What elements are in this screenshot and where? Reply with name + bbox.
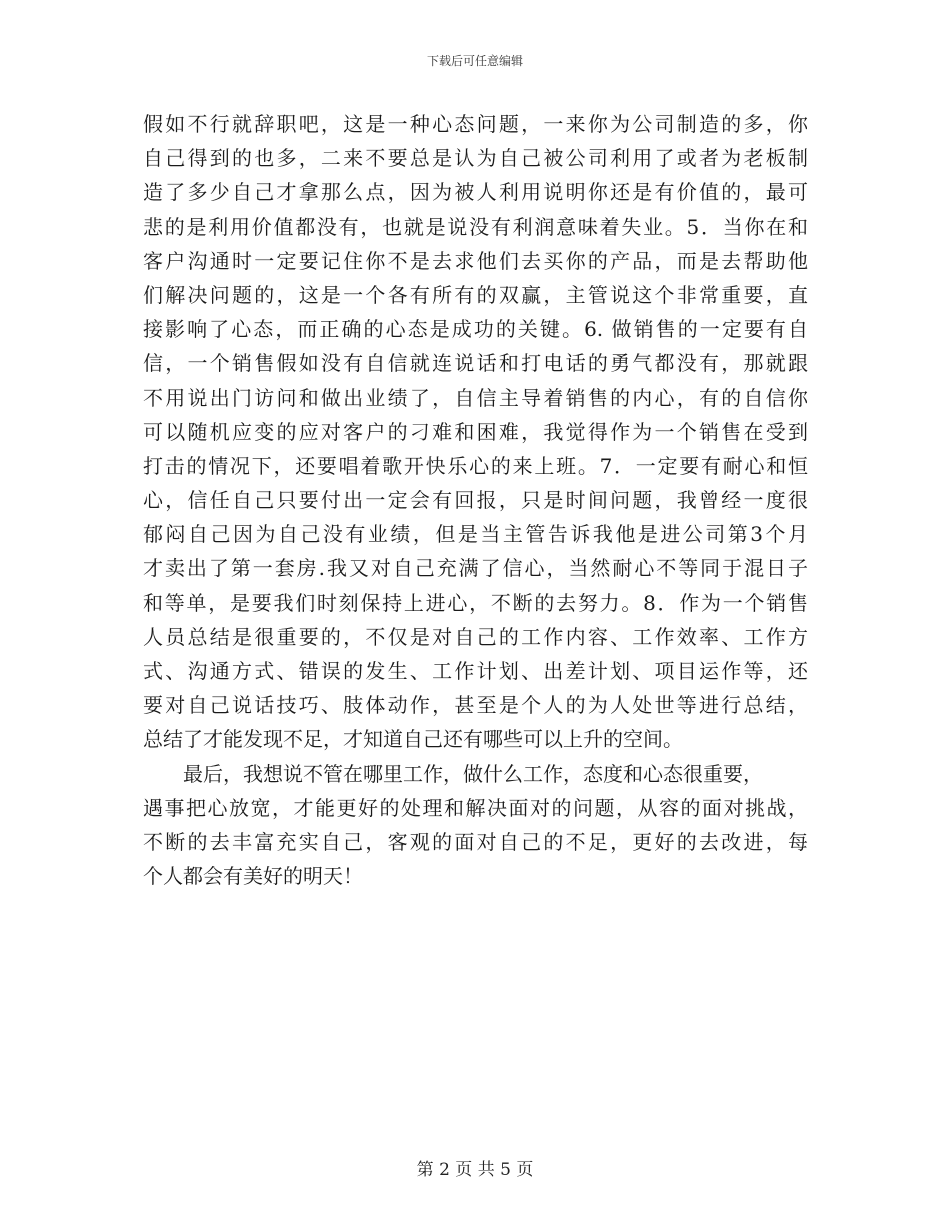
paragraph-line: 要对自己说话技巧、肢体动作，甚至是个人的为人处世等进行总结，: [143, 693, 808, 718]
paragraph-line: 悲的是利用价值都没有，也就是说没有利润意味着失业。5．当你在和: [143, 214, 808, 239]
paragraph-line: 郁闷自己因为自己没有业绩，但是当主管告诉我他是进公司第3个月: [143, 522, 808, 547]
paragraph-line: 不断的去丰富充实自己，客观的面对自己的不足，更好的去改进，每: [143, 829, 808, 854]
paragraph-line: 个人都会有美好的明天！: [143, 864, 363, 889]
paragraph-line: 自己得到的也多，二来不要总是认为自己被公司利用了或者为老板制: [143, 146, 808, 171]
paragraph-line: 总结了才能发现不足，才知道自己还有哪些可以上升的空间。: [143, 727, 683, 752]
paragraph-line: 才卖出了第一套房.我又对自己充满了信心，当然耐心不等同于混日子: [143, 556, 808, 581]
paragraph-line: 遇事把心放宽，才能更好的处理和解决面对的问题，从容的面对挑战，: [143, 795, 808, 820]
paragraph-line: 可以随机应变的应对客户的刁难和困难，我觉得作为一个销售在受到: [143, 419, 808, 444]
document-body: [143, 107, 808, 893]
page-header: 下载后可任意编辑: [426, 54, 523, 68]
paragraph-line: 不用说出门访问和做出业绩了，自信主导着销售的内心，有的自信你: [143, 385, 808, 410]
page-number: 第 2 页 共 5 页: [416, 1160, 534, 1180]
paragraph-line: 和等单，是要我们时刻保持上进心，不断的去努力。8．作为一个销售: [143, 590, 808, 615]
paragraph-line: 客户沟通时一定要记住你不是去求他们去买你的产品，而是去帮助他: [143, 248, 808, 273]
paragraph-line: 造了多少自己才拿那么点，因为被人利用说明你还是有价值的，最可: [143, 180, 808, 205]
paragraph-line: 人员总结是很重要的，不仅是对自己的工作内容、工作效率、工作方: [143, 624, 808, 649]
paragraph-line: 信，一个销售假如没有自信就连说话和打电话的勇气都没有，那就跟: [143, 351, 808, 376]
paragraph-line: 假如不行就辞职吧，这是一种心态问题，一来你为公司制造的多，你: [143, 112, 808, 136]
paragraph-line: 们解决问题的，这是一个各有所有的双赢，主管说这个非常重要，直: [143, 282, 808, 307]
paragraph-line: 打击的情况下，还要唱着歌开快乐心的来上班。7．一定要有耐心和恒: [143, 453, 808, 478]
paragraph-line: 式、沟通方式、错误的发生、工作计划、出差计划、项目运作等，还: [143, 659, 808, 683]
paragraph-line: 最后，我想说不管在哪里工作，做什么工作，态度和心态很重要，: [183, 761, 763, 786]
paragraph-line: 心，信任自己只要付出一定会有回报，只是时间问题，我曾经一度很: [143, 488, 808, 513]
paragraph-line: 接影响了心态，而正确的心态是成功的关键。6. 做销售的一定要有自: [143, 317, 808, 342]
